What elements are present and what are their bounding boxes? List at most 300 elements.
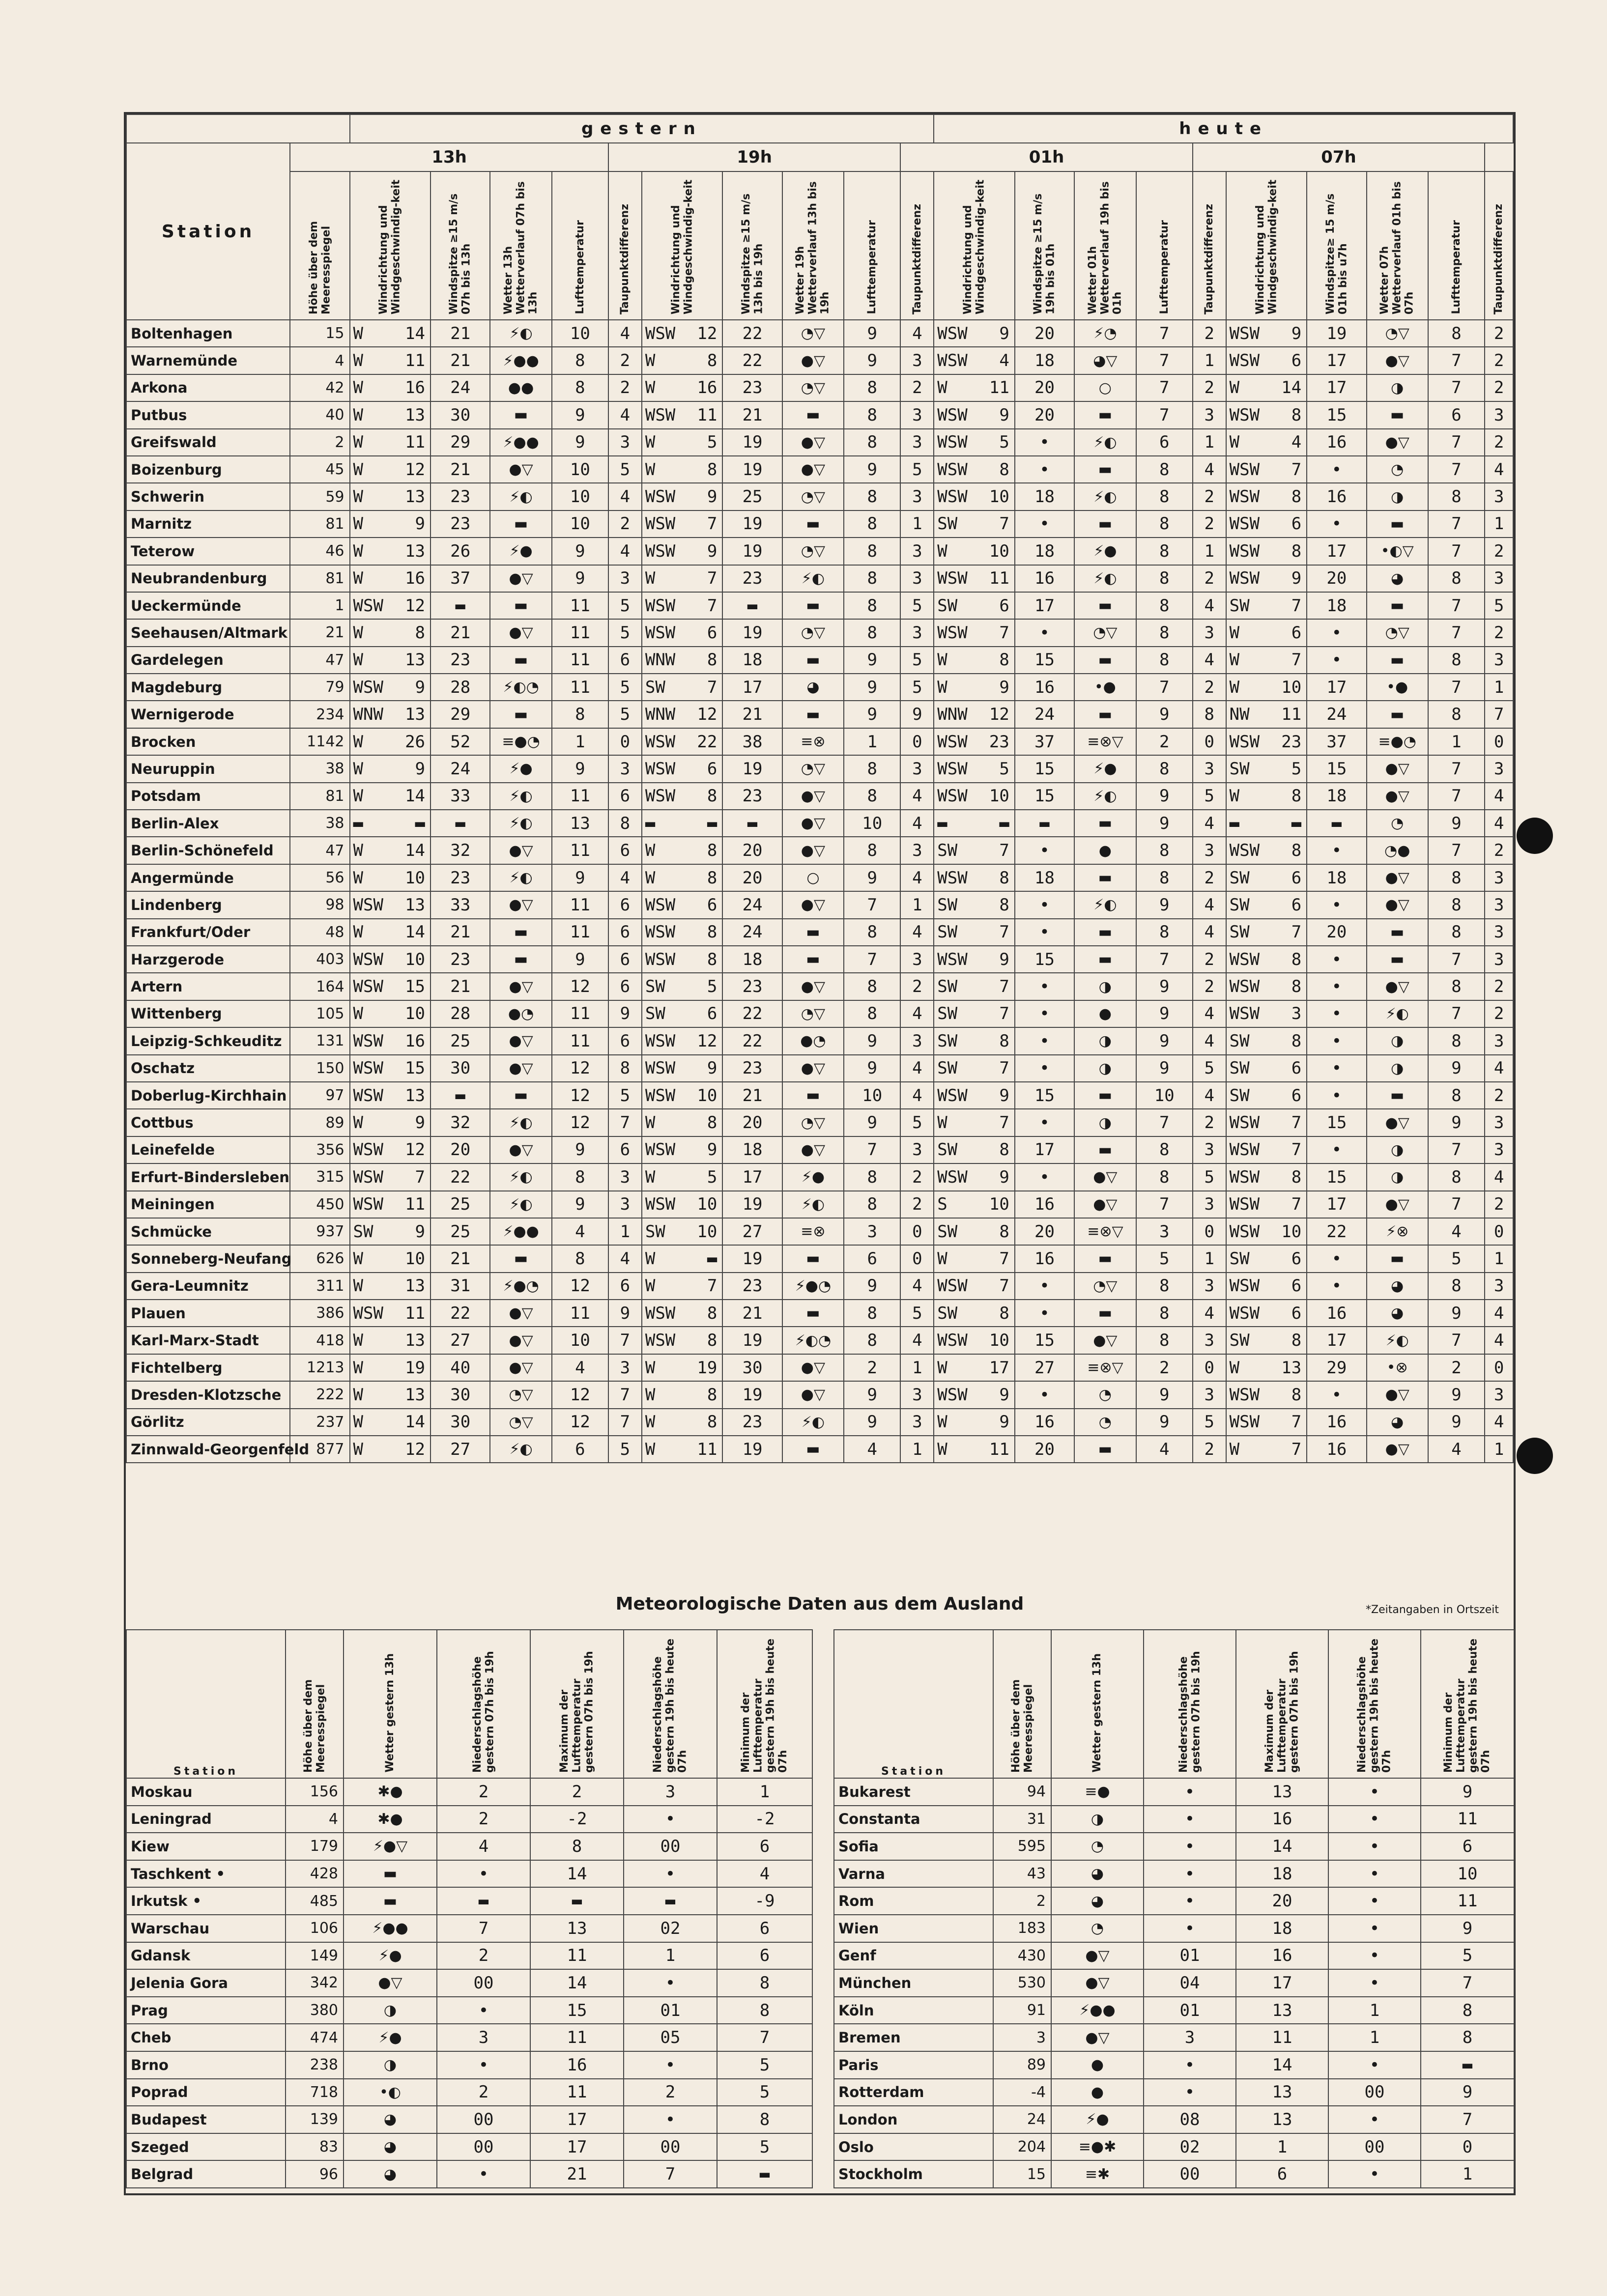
dewpoint-cell: 3 (1485, 919, 1513, 946)
weather-cell: ●▽ (1051, 1942, 1144, 1970)
gust-cell: 23 (722, 783, 782, 810)
gust-cell: 22 (430, 1300, 490, 1327)
dewpoint-cell: 2 (1193, 320, 1226, 347)
station-name: Paris (834, 2051, 993, 2079)
value-cell: 1 (624, 1942, 717, 1970)
dewpoint-cell: 3 (1485, 1027, 1513, 1054)
gust-cell: 17 (1307, 1191, 1366, 1218)
gust-cell: 21 (430, 320, 490, 347)
value-cell: 00 (437, 2106, 530, 2133)
table-row (834, 2051, 1514, 2079)
weather-cell: ⚡◐ (1074, 483, 1136, 510)
station-name: Greifswald (126, 429, 290, 456)
dewpoint-cell: 0 (1485, 1218, 1513, 1245)
dewpoint-cell: 7 (608, 1109, 642, 1136)
wind-cell: W 19 (642, 1354, 723, 1381)
station-name: Varna (834, 1860, 993, 1888)
station-name: Leningrad (126, 1806, 286, 1833)
temperature-cell: 8 (844, 592, 900, 619)
table-row (126, 1136, 1513, 1163)
gust-cell: • (1307, 1245, 1366, 1272)
station-name: Boizenburg (126, 456, 290, 483)
dewpoint-cell: 3 (900, 565, 934, 592)
station-height: 179 (286, 1833, 344, 1860)
gust-cell: • (1307, 1136, 1366, 1163)
weather-cell: ◕▽ (1074, 347, 1136, 374)
dewpoint-cell: 5 (900, 647, 934, 674)
wind-cell: W 16 (642, 374, 723, 401)
wind-cell: W 13 (350, 401, 431, 428)
gust-cell: 21 (722, 701, 782, 728)
col-temp-1: Lufttemperatur (844, 171, 900, 320)
dewpoint-cell: 3 (900, 483, 934, 510)
wind-cell: WSW 8 (1226, 483, 1307, 510)
wind-cell: WSW 10 (934, 783, 1015, 810)
temperature-cell: 8 (844, 783, 900, 810)
temperature-cell: 7 (1428, 837, 1485, 864)
table-row (834, 2133, 1514, 2161)
wind-cell: SW 6 (1226, 1055, 1307, 1082)
dewpoint-cell: 3 (1193, 837, 1226, 864)
temperature-cell: 7 (1428, 456, 1485, 483)
value-cell: 13 (1236, 1778, 1328, 1806)
temperature-cell: 11 (552, 919, 608, 946)
station-name: Harzgerode (126, 946, 290, 973)
dewpoint-cell: 3 (900, 401, 934, 428)
temperature-cell: 8 (1428, 1082, 1485, 1109)
gust-cell: 20 (430, 1136, 490, 1163)
station-height: 222 (290, 1381, 349, 1408)
temperature-cell: 9 (552, 946, 608, 973)
dewpoint-cell: 2 (900, 973, 934, 1000)
weather-cell: ▬ (1367, 919, 1428, 946)
station-name: Kiew (126, 1833, 286, 1860)
wind-cell: WSW 13 (350, 1082, 431, 1109)
weather-cell: ◔▽ (782, 374, 844, 401)
temperature-cell: 7 (1428, 674, 1485, 701)
wind-cell: W 14 (1226, 374, 1307, 401)
dewpoint-cell: 2 (1485, 347, 1513, 374)
temperature-cell: 6 (1428, 401, 1485, 428)
weather-cell: ▬ (1074, 592, 1136, 619)
weather-cell: ⚡●▽ (344, 1833, 437, 1860)
temperature-cell: 8 (1428, 1273, 1485, 1300)
wind-cell: W 8 (642, 1109, 723, 1136)
weather-cell: ●▽ (782, 429, 844, 456)
weather-cell: ⚡●● (490, 1218, 551, 1245)
dewpoint-cell: 3 (1193, 1191, 1226, 1218)
col-temp-3: Lufttemperatur (1428, 171, 1485, 320)
dewpoint-cell: 4 (900, 1055, 934, 1082)
station-height: 156 (286, 1778, 344, 1806)
temperature-cell: 7 (1136, 946, 1193, 973)
gust-cell: 21 (430, 619, 490, 646)
dewpoint-cell: 4 (1485, 1055, 1513, 1082)
wind-cell: W 5 (642, 1163, 723, 1191)
table-row (126, 347, 1513, 374)
wind-cell: WSW 8 (1226, 401, 1307, 428)
value-cell: • (624, 1969, 717, 1997)
wind-cell: SW 10 (642, 1218, 723, 1245)
wind-cell: WNW 12 (642, 701, 723, 728)
station-height: 485 (286, 1887, 344, 1915)
weather-cell: ◔▽ (1074, 619, 1136, 646)
temperature-cell: 1 (1428, 728, 1485, 755)
temperature-cell: 6 (1136, 429, 1193, 456)
temperature-cell: 8 (844, 1300, 900, 1327)
wind-cell: W 14 (350, 783, 431, 810)
wind-cell: W 8 (350, 619, 431, 646)
foreign-col-5-left: Minimum der Lufttemperatur gestern 19h bis heute 07h (717, 1630, 812, 1778)
dewpoint-cell: 6 (608, 1027, 642, 1054)
station-height: 89 (993, 2051, 1051, 2079)
temperature-cell: 12 (552, 1055, 608, 1082)
temperature-cell: 8 (1428, 565, 1485, 592)
weather-cell: ◑ (1051, 1806, 1144, 1833)
weather-cell: ⚡◐ (490, 1109, 551, 1136)
station-height: 40 (290, 401, 349, 428)
temperature-cell: 8 (1136, 755, 1193, 782)
weather-cell: ⚡◐◔ (490, 674, 551, 701)
gust-cell: 18 (722, 1136, 782, 1163)
table-row (126, 1969, 812, 1997)
wind-cell: W 7 (934, 1245, 1015, 1272)
station-height: 89 (290, 1109, 349, 1136)
gust-cell: 19 (722, 429, 782, 456)
value-cell: 13 (1236, 1997, 1328, 2024)
dewpoint-cell: 8 (608, 810, 642, 837)
temperature-cell: 1 (844, 728, 900, 755)
temperature-cell: 9 (844, 1109, 900, 1136)
dewpoint-cell: 5 (608, 456, 642, 483)
station-height: 38 (290, 810, 349, 837)
value-cell: • (1144, 1915, 1236, 1942)
temperature-cell: 8 (1136, 919, 1193, 946)
gust-cell: 21 (430, 1245, 490, 1272)
temperature-cell: 4 (1428, 1436, 1485, 1463)
weather-cell: ●▽ (782, 1381, 844, 1408)
temperature-cell: 7 (1136, 320, 1193, 347)
value-cell: ▬ (437, 1887, 530, 1915)
wind-cell: SW 7 (934, 973, 1015, 1000)
weather-cell: ≡⊗▽ (1074, 1218, 1136, 1245)
temperature-cell: 12 (552, 973, 608, 1000)
weather-cell: ◕ (1367, 1273, 1428, 1300)
dewpoint-cell: 2 (1193, 483, 1226, 510)
temperature-cell: 8 (844, 1327, 900, 1354)
wind-cell: WSW 9 (350, 674, 431, 701)
dewpoint-cell: 2 (1485, 1000, 1513, 1027)
wind-cell: W 13 (350, 647, 431, 674)
gust-cell: 37 (1307, 728, 1366, 755)
dewpoint-cell: 4 (900, 783, 934, 810)
gust-cell: 22 (722, 1027, 782, 1054)
dewpoint-cell: 9 (608, 1300, 642, 1327)
dewpoint-cell: 3 (1485, 401, 1513, 428)
station-name: London (834, 2106, 993, 2133)
col-gust01-2: Windspitze ≥15 m/s 19h bis 01h (1015, 171, 1074, 320)
gust-cell: • (1307, 946, 1366, 973)
temperature-cell: 7 (1428, 1136, 1485, 1163)
dewpoint-cell: 2 (1193, 973, 1226, 1000)
dewpoint-cell: 2 (1193, 864, 1226, 891)
dewpoint-cell: 9 (900, 701, 934, 728)
temperature-cell: 8 (844, 483, 900, 510)
table-row (126, 1778, 812, 1806)
value-cell: 21 (530, 2160, 624, 2188)
header-07h: 07h (1193, 143, 1485, 171)
station-name: Jelenia Gora (126, 1969, 286, 1997)
wind-cell: W 12 (350, 456, 431, 483)
temperature-cell: 2 (1428, 1354, 1485, 1381)
gust-cell: 18 (1015, 483, 1074, 510)
weather-cell: ⚡◐ (782, 1409, 844, 1436)
station-name: Irkutsk • (126, 1887, 286, 1915)
value-cell: 11 (1421, 1887, 1514, 1915)
wind-cell: WSW 11 (350, 1300, 431, 1327)
weather-cell: •⊗ (1367, 1354, 1428, 1381)
station-height: 139 (286, 2106, 344, 2133)
gust-cell: 25 (722, 483, 782, 510)
wind-cell: WSW 9 (642, 483, 723, 510)
temperature-cell: 9 (552, 755, 608, 782)
station-name: Köln (834, 1997, 993, 2024)
temperature-cell: 8 (1428, 1027, 1485, 1054)
weather-cell: ◕ (1051, 1887, 1144, 1915)
gust-cell: 15 (1015, 755, 1074, 782)
temperature-cell: 2 (1136, 728, 1193, 755)
weather-cell: ▬ (1074, 401, 1136, 428)
weather-cell: ●▽ (782, 810, 844, 837)
dewpoint-cell: 2 (1485, 1082, 1513, 1109)
dewpoint-cell: 3 (900, 837, 934, 864)
value-cell: 11 (530, 2079, 624, 2106)
wind-cell: W 8 (642, 456, 723, 483)
weather-cell: ●◔ (782, 1027, 844, 1054)
weather-cell: ◔● (1367, 837, 1428, 864)
temperature-cell: 8 (1136, 510, 1193, 538)
gust-cell: 28 (430, 1000, 490, 1027)
station-height: 937 (290, 1218, 349, 1245)
table-row (126, 1327, 1513, 1354)
wind-cell: ▬ ▬ (1226, 810, 1307, 837)
station-name: Plauen (126, 1300, 290, 1327)
gust-cell: 16 (1015, 674, 1074, 701)
table-row (126, 565, 1513, 592)
weather-cell: ⚡◐ (782, 1191, 844, 1218)
gust-cell: 19 (722, 456, 782, 483)
wind-cell: WSW 12 (642, 320, 723, 347)
station-name: Warnemünde (126, 347, 290, 374)
dewpoint-cell: 4 (1193, 647, 1226, 674)
value-cell: • (1328, 1833, 1421, 1860)
gust-cell: 20 (1015, 1218, 1074, 1245)
weather-cell: ▬ (1074, 647, 1136, 674)
wind-cell: W 10 (1226, 674, 1307, 701)
dewpoint-cell: 1 (608, 1218, 642, 1245)
dewpoint-cell: 6 (608, 783, 642, 810)
weather-cell: ○ (1074, 374, 1136, 401)
dewpoint-cell: 5 (900, 456, 934, 483)
station-name: Bukarest (834, 1778, 993, 1806)
wind-cell: W 5 (642, 429, 723, 456)
wind-cell: W 12 (350, 1436, 431, 1463)
value-cell: 16 (1236, 1942, 1328, 1970)
foreign-header-station-left: Station (126, 1630, 286, 1778)
gust-cell: • (1015, 837, 1074, 864)
station-height: 47 (290, 837, 349, 864)
station-height: 530 (993, 1969, 1051, 1997)
dewpoint-cell: 3 (1485, 891, 1513, 918)
value-cell: 14 (530, 1969, 624, 1997)
table-row (126, 538, 1513, 565)
dewpoint-cell: 3 (900, 429, 934, 456)
station-height: 42 (290, 374, 349, 401)
table-row (126, 320, 1513, 347)
weather-cell: ◕ (344, 2160, 437, 2188)
temperature-cell: 8 (844, 510, 900, 538)
temperature-cell: 8 (1136, 565, 1193, 592)
temperature-cell: 8 (1136, 456, 1193, 483)
temperature-cell: 7 (844, 1136, 900, 1163)
dewpoint-cell: 7 (608, 1381, 642, 1408)
weather-cell: ◑ (344, 2051, 437, 2079)
wind-cell: W 4 (1226, 429, 1307, 456)
table-row (834, 1860, 1514, 1888)
gust-cell: 19 (722, 538, 782, 565)
station-height: 1 (290, 592, 349, 619)
value-cell: 1 (1236, 2133, 1328, 2161)
dewpoint-cell: 4 (608, 320, 642, 347)
wind-cell: W 8 (642, 1381, 723, 1408)
gust-cell: 23 (722, 565, 782, 592)
temperature-cell: 9 (552, 1136, 608, 1163)
gust-cell: 17 (1307, 538, 1366, 565)
gust-cell: 29 (430, 701, 490, 728)
dewpoint-cell: 0 (900, 1218, 934, 1245)
temperature-cell: 8 (1136, 538, 1193, 565)
station-name: Prag (126, 1997, 286, 2024)
temperature-cell: 13 (552, 810, 608, 837)
table-row (126, 483, 1513, 510)
foreign-col-0-left: Höhe über dem Meeresspiegel (286, 1630, 344, 1778)
temperature-cell: 8 (844, 429, 900, 456)
weather-cell: ▬ (1074, 946, 1136, 973)
wind-cell: SW 5 (1226, 755, 1307, 782)
weather-cell: ◔▽ (782, 483, 844, 510)
station-height: 204 (993, 2133, 1051, 2161)
gust-cell: 17 (1015, 592, 1074, 619)
wind-cell: SW 7 (1226, 592, 1307, 619)
station-name: Neuruppin (126, 755, 290, 782)
temperature-cell: 2 (844, 1354, 900, 1381)
wind-cell: W 11 (934, 374, 1015, 401)
gust-cell: 25 (430, 1191, 490, 1218)
gust-cell: 28 (430, 674, 490, 701)
station-height: 450 (290, 1191, 349, 1218)
gust-cell: 30 (430, 1055, 490, 1082)
weather-cell: ●▽ (490, 619, 551, 646)
wind-cell: WSW 6 (642, 891, 723, 918)
dewpoint-cell: 3 (900, 1409, 934, 1436)
station-height: 356 (290, 1136, 349, 1163)
station-height: 718 (286, 2079, 344, 2106)
temperature-cell: 8 (552, 701, 608, 728)
temperature-cell: 9 (844, 347, 900, 374)
wind-cell: WSW 15 (350, 1055, 431, 1082)
value-cell: 15 (530, 1997, 624, 2024)
gust-cell: ▬ (430, 810, 490, 837)
weather-cell: ⚡● (1051, 2106, 1144, 2133)
temperature-cell: 9 (1136, 1381, 1193, 1408)
table-row (834, 1806, 1514, 1833)
station-height: 237 (290, 1409, 349, 1436)
station-height: 106 (286, 1915, 344, 1942)
table-row (126, 837, 1513, 864)
station-name: Cheb (126, 2024, 286, 2051)
foreign-col-3-right: Maximum der Lufttemperatur gestern 07h bis 19h (1236, 1630, 1328, 1778)
weather-cell: ▬ (490, 647, 551, 674)
station-name: Brocken (126, 728, 290, 755)
table-row (126, 2106, 812, 2133)
value-cell: 8 (530, 1833, 624, 1860)
gust-cell: 19 (722, 1191, 782, 1218)
station-height: 474 (286, 2024, 344, 2051)
wind-cell: WSW 8 (1226, 1381, 1307, 1408)
station-height: 150 (290, 1055, 349, 1082)
temperature-cell: 9 (1136, 1055, 1193, 1082)
weather-cell: ▬ (1074, 1082, 1136, 1109)
table-row (834, 1997, 1514, 2024)
wind-cell: W 8 (642, 347, 723, 374)
wind-cell: SW 8 (934, 1218, 1015, 1245)
table-row (834, 2024, 1514, 2051)
wind-cell: WSW 8 (642, 919, 723, 946)
wind-cell: WSW 5 (934, 429, 1015, 456)
temperature-cell: 9 (1136, 1409, 1193, 1436)
gust-cell: 22 (1307, 1218, 1366, 1245)
value-cell: -9 (717, 1887, 812, 1915)
col-wind-3: Windrichtung und Windgeschwindig-keit (1226, 171, 1307, 320)
value-cell: 7 (624, 2160, 717, 2188)
header-heute: heute (934, 114, 1513, 143)
dewpoint-cell: 2 (1485, 320, 1513, 347)
gust-cell: • (1015, 1109, 1074, 1136)
temperature-cell: 9 (1136, 701, 1193, 728)
gust-cell: • (1015, 1055, 1074, 1082)
weather-cell: ◔▽ (490, 1409, 551, 1436)
station-name: Frankfurt/Oder (126, 919, 290, 946)
temperature-cell: 8 (844, 374, 900, 401)
gust-cell: 23 (430, 647, 490, 674)
weather-cell: ◑ (1367, 1136, 1428, 1163)
dewpoint-cell: 0 (1485, 1354, 1513, 1381)
wind-cell: WSW 6 (1226, 510, 1307, 538)
table-row (126, 1218, 1513, 1245)
weather-cell: ⚡◐ (490, 1191, 551, 1218)
weather-cell: ▬ (782, 1300, 844, 1327)
table-row (126, 783, 1513, 810)
wind-cell: W 10 (934, 538, 1015, 565)
weather-cell: ⚡◐ (1074, 565, 1136, 592)
dewpoint-cell: 4 (1193, 919, 1226, 946)
value-cell: • (1144, 2051, 1236, 2079)
table-row (126, 1163, 1513, 1191)
temperature-cell: 8 (1428, 973, 1485, 1000)
wind-cell: W 8 (642, 864, 723, 891)
temperature-cell: 8 (1136, 1136, 1193, 1163)
temperature-cell: 9 (844, 647, 900, 674)
